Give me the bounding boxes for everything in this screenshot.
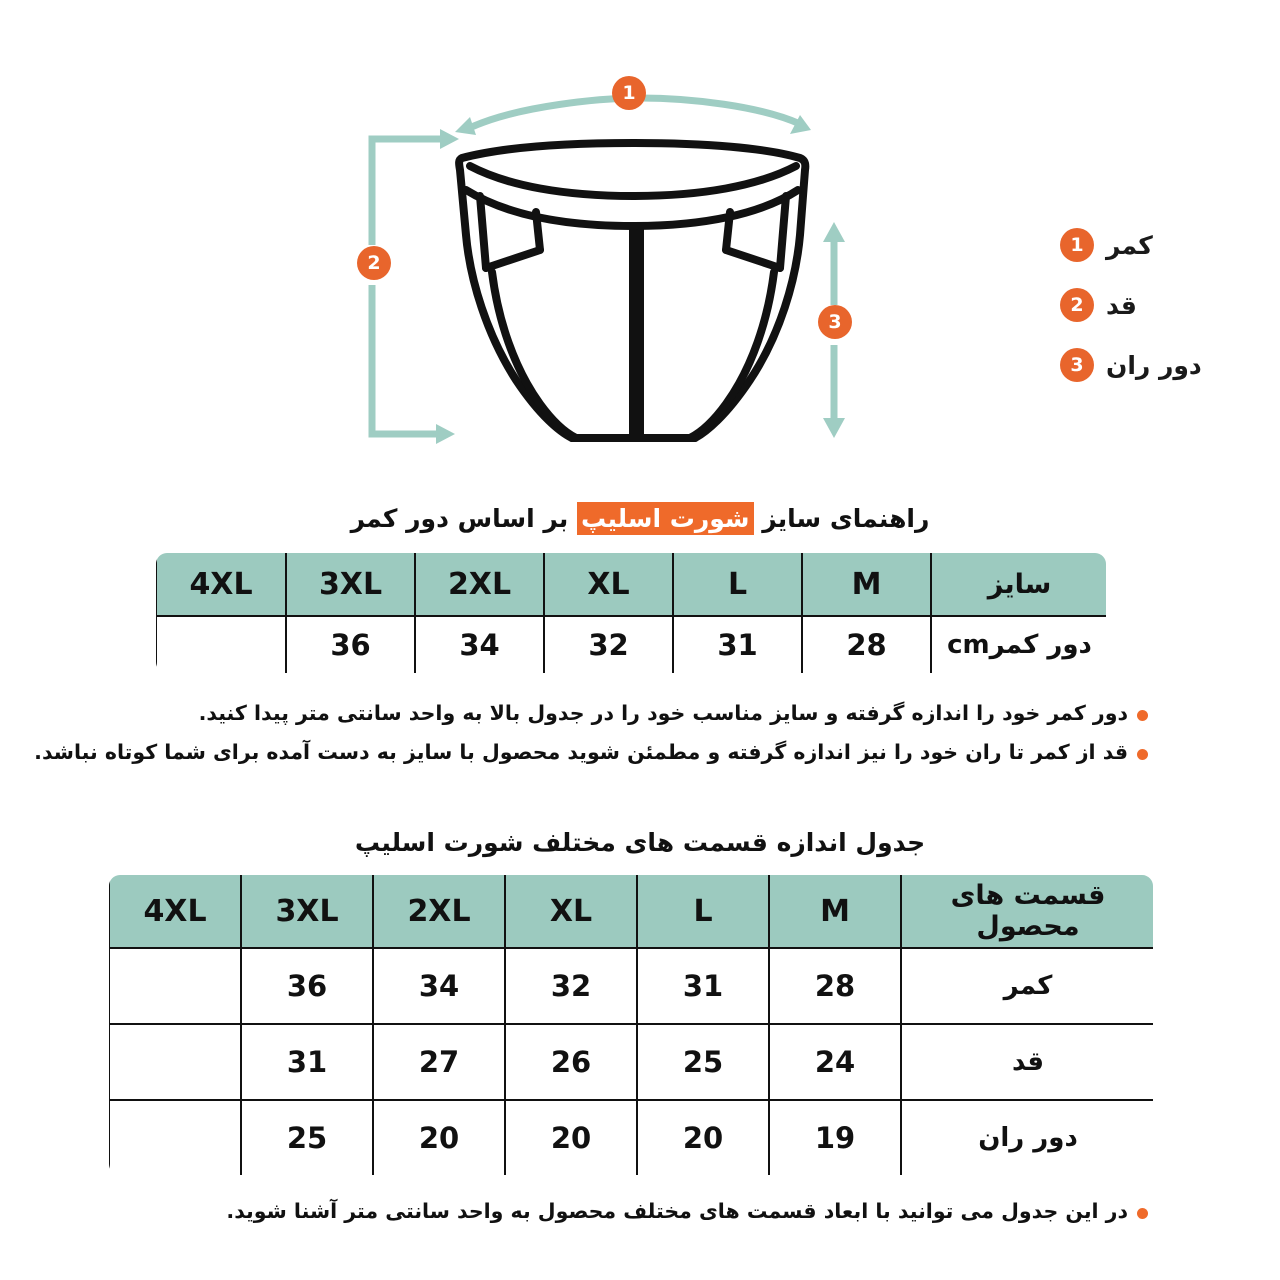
section1-note-2: قد از کمر تا ران خود را نیز اندازه گرفته و مطمئن شوید محصول با سایز به دست آمده برای شما کوتاه نباشد.	[34, 739, 1128, 764]
table2-r1-xl: 26	[505, 1024, 637, 1100]
table-row	[156, 616, 1109, 675]
product-parts-table-wrapper	[124, 872, 1156, 1178]
diagram-marker-2	[357, 246, 391, 280]
table1-header-2xl: 2XL	[415, 552, 544, 617]
table2-r0-4xl	[109, 948, 242, 1024]
note-item	[226, 1198, 1148, 1226]
table-row	[109, 948, 1156, 1024]
table2-r1-l: 25	[637, 1024, 769, 1100]
section1-note-1: دور کمر خود را اندازه گرفته و سایز مناسب خود را در جدول بالا به واحد سانتی متر پیدا کنید.	[198, 701, 1128, 725]
legend-item-length	[1060, 288, 1137, 322]
measurement-legend	[1060, 228, 1220, 382]
table2-header-l: L	[637, 874, 769, 949]
diagram-marker-1	[612, 76, 646, 110]
product-parts-table	[106, 872, 1156, 1178]
bullet-dot-icon	[1137, 710, 1148, 721]
table1-header-l: L	[673, 552, 802, 617]
waist-size-table	[153, 550, 1109, 676]
legend-item-thigh	[1060, 348, 1202, 382]
table2-r1-2xl: 27	[373, 1024, 505, 1100]
section1-notes	[34, 700, 1148, 777]
table1-cell-3xl: 36	[286, 616, 415, 675]
table2-r0-m: 28	[769, 948, 901, 1024]
table2-header-3xl: 3XL	[241, 874, 373, 949]
table1-cell-l: 31	[673, 616, 802, 675]
table2-r2-4xl	[109, 1100, 242, 1177]
table2-r0-xl: 32	[505, 948, 637, 1024]
measurement-diagram	[0, 0, 1280, 490]
legend-label-thigh: دور ران	[1106, 350, 1202, 380]
table2-r2-m: 19	[769, 1100, 901, 1177]
table1-header-4xl: 4XL	[156, 552, 287, 617]
table2-header-xl: XL	[505, 874, 637, 949]
table1-cell-xl: 32	[544, 616, 673, 675]
table2-r1-4xl	[109, 1024, 242, 1100]
table1-header-xl: XL	[544, 552, 673, 617]
table1-header-3xl: 3XL	[286, 552, 415, 617]
section2-note-1: در این جدول می توانید با ابعاد قسمت های مختلف محصول به واحد سانتی متر آشنا شوید.	[226, 1199, 1128, 1223]
table2-r0-2xl: 34	[373, 948, 505, 1024]
table1-row-label-waist: دور کمرcm	[931, 616, 1109, 675]
brief-outline	[459, 143, 805, 438]
bullet-dot-icon	[1137, 1208, 1148, 1219]
legend-label-waist: کمر	[1106, 230, 1153, 260]
table2-r2-2xl: 20	[373, 1100, 505, 1177]
table2-row-label-thigh: دور ران	[901, 1100, 1156, 1177]
section2-notes	[226, 1198, 1148, 1237]
table2-header-m: M	[769, 874, 901, 949]
section1-title	[0, 503, 1280, 536]
diagram-marker-3	[818, 305, 852, 339]
legend-badge-3: 3	[1060, 348, 1094, 382]
table1-header-size: سایز	[931, 552, 1109, 617]
note-item	[34, 700, 1148, 728]
table2-r0-l: 31	[637, 948, 769, 1024]
length-bracket-arrow	[372, 129, 459, 444]
table2-r1-m: 24	[769, 1024, 901, 1100]
section1-title-after: بر اساس دور کمر	[350, 504, 577, 533]
table2-header-2xl: 2XL	[373, 874, 505, 949]
legend-item-waist	[1060, 228, 1153, 262]
marker-badge-3: 3	[818, 305, 852, 339]
section1-title-before: راهنمای سایز	[753, 504, 930, 533]
table2-r2-xl: 20	[505, 1100, 637, 1177]
table2-r1-3xl: 31	[241, 1024, 373, 1100]
table2-r2-l: 20	[637, 1100, 769, 1177]
note-item	[34, 739, 1148, 767]
table-row	[109, 1024, 1156, 1100]
section2-title: جدول اندازه قسمت های مختلف شورت اسلیپ	[354, 828, 926, 857]
table2-header-4xl: 4XL	[109, 874, 242, 949]
table-header-row	[156, 552, 1109, 617]
bullet-dot-icon	[1137, 749, 1148, 760]
table1-header-m: M	[802, 552, 931, 617]
marker-badge-1: 1	[612, 76, 646, 110]
legend-badge-1: 1	[1060, 228, 1094, 262]
table2-r0-3xl: 36	[241, 948, 373, 1024]
table2-row-label-length: قد	[901, 1024, 1156, 1100]
table2-header-parts: قسمت های محصول	[901, 874, 1156, 949]
table-header-row	[109, 874, 1156, 949]
legend-badge-2: 2	[1060, 288, 1094, 322]
table1-cell-4xl	[156, 616, 287, 675]
section1-title-highlight: شورت اسلیپ	[577, 502, 754, 535]
marker-badge-2: 2	[357, 246, 391, 280]
legend-label-length: قد	[1106, 290, 1137, 320]
table2-r2-3xl: 25	[241, 1100, 373, 1177]
table2-row-label-waist: کمر	[901, 948, 1156, 1024]
table1-cell-2xl: 34	[415, 616, 544, 675]
table1-cell-m: 28	[802, 616, 931, 675]
waist-size-table-wrapper	[171, 550, 1109, 676]
table-row	[109, 1100, 1156, 1177]
